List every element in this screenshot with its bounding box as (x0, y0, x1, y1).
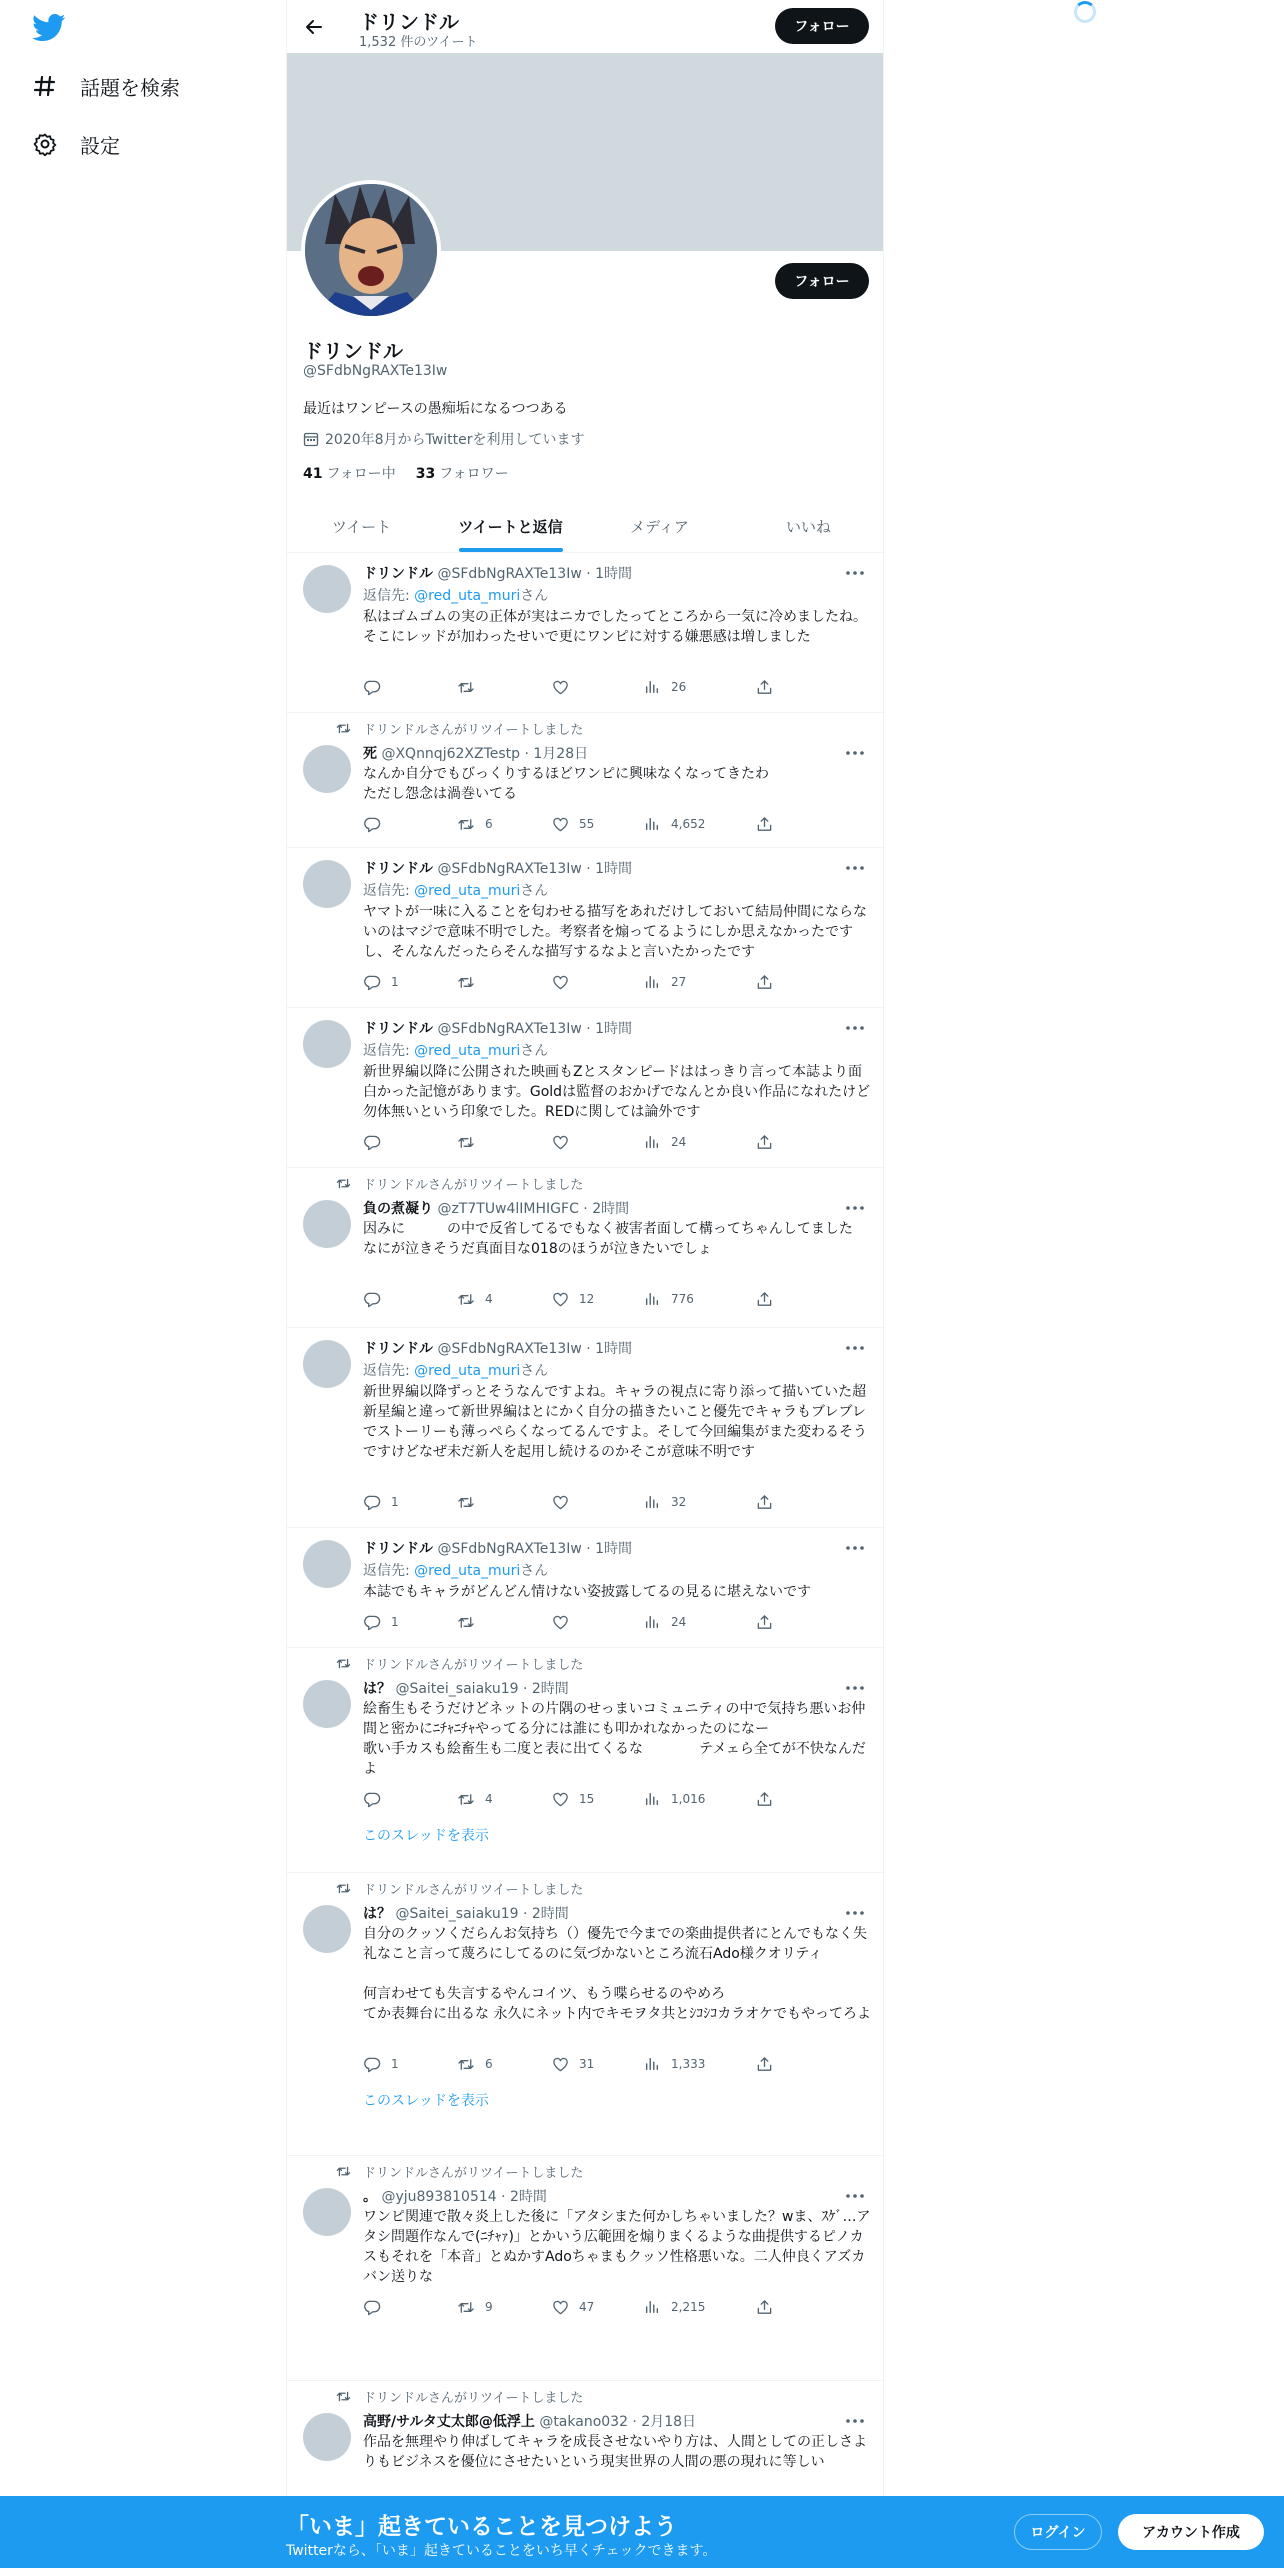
retweet-button[interactable] (457, 2054, 493, 2074)
reply-button[interactable] (363, 1132, 391, 1152)
tweet-author-name[interactable]: ドリンドル (363, 1341, 433, 1357)
profile-follow-button[interactable]: フォロー (775, 263, 869, 299)
profile-handle: @SFdbNgRAXTe13Iw (303, 363, 448, 379)
share-button[interactable] (755, 677, 783, 697)
more-options-icon[interactable] (843, 1020, 867, 1036)
tweet-header (363, 1338, 632, 1358)
views-button[interactable] (643, 1492, 686, 1512)
retweet-icon (457, 815, 475, 833)
share-button[interactable] (755, 1132, 783, 1152)
share-icon (755, 1133, 773, 1151)
reply-icon (363, 2298, 381, 2316)
header-profile-name: ドリンドル (359, 10, 459, 34)
retweet-context (335, 1879, 583, 1898)
tab-media[interactable]: メディア (630, 517, 689, 536)
twitter-logo-icon[interactable] (32, 14, 66, 42)
retweet-button[interactable] (457, 1492, 485, 1512)
followers-link[interactable] (416, 463, 509, 483)
retweet-context-text: ドリンドルさんがリツイートしました (363, 2391, 584, 2406)
tweet[interactable] (287, 1328, 883, 1528)
more-options-icon[interactable] (843, 565, 867, 581)
reply-icon (363, 1790, 381, 1808)
heart-icon (551, 678, 569, 696)
retweet-small-icon (335, 2390, 351, 2403)
tweet[interactable] (287, 1528, 883, 1648)
following-link[interactable] (303, 463, 396, 483)
retweet-count: 9 (485, 2300, 493, 2314)
tweet-actions (363, 1492, 793, 1512)
view-count: 2,215 (671, 2300, 706, 2314)
reply-to-link[interactable]: @red_uta_muri (414, 1563, 521, 1579)
tweet-author-name[interactable]: は？ (363, 1681, 391, 1697)
views-button[interactable] (643, 1612, 686, 1632)
like-count: 31 (579, 2057, 595, 2071)
signup-banner-subtitle: Twitterなら、「いま」起きていることをいち早くチェックできます。 (286, 2543, 717, 2559)
profile-joined-text: 2020年8月からTwitterを利用しています (325, 432, 585, 448)
views-button[interactable] (643, 1132, 686, 1152)
retweet-small-icon (335, 722, 351, 735)
header-tweet-count: 1,532 件のツイート (359, 35, 478, 50)
show-thread-link[interactable]: このスレッドを表示 (363, 1828, 489, 1844)
reply-button[interactable] (363, 2297, 391, 2317)
more-options-icon[interactable] (843, 2413, 867, 2429)
retweet-context (335, 1654, 583, 1673)
reply-to-prefix: 返信先: (363, 883, 415, 899)
retweet-context (335, 1174, 583, 1193)
view-count: 24 (671, 1135, 687, 1149)
share-icon (755, 2298, 773, 2316)
more-options-icon[interactable] (843, 1680, 867, 1696)
retweet-icon (457, 1613, 475, 1631)
following-label: フォロー中 (326, 466, 396, 482)
tweet-handle-time[interactable]: @takano032 · 2月18日 (539, 2414, 697, 2430)
tweet[interactable] (287, 713, 883, 848)
heart-icon (551, 1290, 569, 1308)
profile-avatar[interactable] (301, 180, 441, 320)
views-button[interactable] (643, 972, 686, 992)
tweet-text: ヤマトが一味に入ることを匂わせる描写をあれだけしておいて結局仲間にならないのはマジで意味不明でした。考察者を煽ってるようにしか思えなかったですし、そんなんだったらそんな描写するなよと言いたかったです (363, 904, 867, 960)
views-chart-icon (643, 678, 661, 696)
like-button[interactable] (551, 1789, 594, 1809)
tweet-actions (363, 2054, 793, 2074)
reply-icon (363, 678, 381, 696)
heart-icon (551, 1133, 569, 1151)
reply-count: 1 (391, 2057, 399, 2071)
reply-to (363, 585, 548, 605)
reply-button[interactable] (363, 677, 391, 697)
share-button[interactable] (755, 1612, 783, 1632)
tweet-actions (363, 1289, 793, 1309)
retweet-context (335, 2162, 583, 2181)
tweet-text: 自分のクッソくだらんお気持ち（）優先で今までの楽曲提供者にとんでもなく失礼なこと言って蔑ろにしてるのに気づかないところ流石Ado様クオリティ 何言わせても失言するやんコイツ、もう喋らせるのやめろ てか表舞台に出るな 永久にネット内でキモヲタ共とｼｺｼｺカラオケでもやってろよ (363, 1926, 872, 2022)
view-count: 1,016 (671, 1792, 706, 1806)
tweet-actions (363, 814, 793, 834)
share-icon (755, 973, 773, 991)
heart-icon (551, 815, 569, 833)
retweet-context-text: ドリンドルさんがリツイートしました (363, 1658, 584, 1673)
profile-bio: 最近はワンピースの愚痴垢になるつつある (303, 401, 568, 417)
views-chart-icon (643, 2298, 661, 2316)
tweet-text: 新世界編以降に公開された映画もZとスタンピードははっきり言って本誌より面白かった記憶があります。Goldは監督のおかげでなんとか良い作品になれたけど勿体無いという印象でした。REDに関しては論外です (363, 1064, 871, 1120)
like-button[interactable] (551, 1289, 594, 1309)
tweet[interactable] (287, 2156, 883, 2381)
tweet-actions (363, 972, 793, 992)
reply-icon (363, 1613, 381, 1631)
like-button[interactable] (551, 1492, 579, 1512)
share-button[interactable] (755, 1789, 783, 1809)
heart-icon (551, 2055, 569, 2073)
tweet-text: 私はゴムゴムの実の正体が実はニカでしたってところから一気に冷めましたね。そこにレッドが加わったせいで更にワンピに対する嫌悪感は増しました (363, 609, 867, 645)
retweet-icon (457, 1133, 475, 1151)
like-count: 12 (579, 1292, 595, 1306)
tweet[interactable] (287, 1168, 883, 1328)
like-count: 47 (579, 2300, 595, 2314)
retweet-icon (457, 2298, 475, 2316)
avatar[interactable] (303, 1905, 351, 1953)
tweet-handle-time[interactable]: @Saitei_saiaku19 · 2時間 (395, 1906, 569, 1922)
reply-to-suffix: さん (520, 883, 549, 899)
tab-tweets-and-replies[interactable]: ツイートと返信 (436, 500, 585, 552)
share-icon (755, 1493, 773, 1511)
retweet-context (335, 2387, 583, 2406)
tweet-header (363, 2411, 696, 2431)
tweet-author-name[interactable]: 。 (363, 2189, 377, 2205)
reply-icon (363, 973, 381, 991)
reply-button[interactable] (363, 1612, 399, 1632)
tweet-header (363, 1678, 569, 1698)
reply-to-suffix: さん (520, 588, 549, 604)
share-icon (755, 2055, 773, 2073)
reply-to (363, 1040, 548, 1060)
reply-to-link[interactable]: @red_uta_muri (414, 1363, 521, 1379)
signup-banner-title: 「いま」起きていることを見つけよう (286, 2514, 677, 2540)
like-button[interactable] (551, 2297, 594, 2317)
more-options-icon[interactable] (843, 1200, 867, 1216)
tweet[interactable] (287, 848, 883, 1008)
reply-icon (363, 1290, 381, 1308)
reply-to-prefix: 返信先: (363, 588, 415, 604)
tweet-handle-time[interactable]: @zT7TUw4lIMHIGFC · 2時間 (437, 1201, 630, 1217)
tweet-author-name[interactable]: ドリンドル (363, 566, 433, 582)
header-follow-button[interactable]: フォロー (775, 8, 869, 44)
nav-explore-label: 話題を検索 (80, 75, 180, 100)
tweet-text: 絵畜生もそうだけどネットの片隅のせっまいコミュニティの中で気持ち悪いお仲間と密かにﾆﾁｬﾆﾁｬやってる分には誰にも叩かれなかったのになー 歌い手カスも絵畜生も二度と表に出てくるな テメェら全てが不快なんだよ (363, 1701, 866, 1777)
tweet-author-name[interactable]: ドリンドル (363, 861, 433, 877)
tweet-actions (363, 1789, 793, 1809)
share-button[interactable] (755, 1289, 783, 1309)
profile-tabs (287, 500, 883, 553)
reply-button[interactable] (363, 2054, 399, 2074)
retweet-button[interactable] (457, 1612, 485, 1632)
reply-count: 1 (391, 1615, 399, 1629)
tweet[interactable] (287, 1648, 883, 1873)
share-button[interactable] (755, 2297, 783, 2317)
views-button[interactable] (643, 2054, 705, 2074)
nav-settings[interactable] (32, 124, 120, 164)
avatar[interactable] (303, 745, 351, 793)
retweet-small-icon (335, 1882, 351, 1895)
retweet-button[interactable] (457, 814, 493, 834)
reply-icon (363, 2055, 381, 2073)
views-button[interactable] (643, 1789, 705, 1809)
followers-count: 33 (415, 466, 436, 482)
view-count: 1,333 (671, 2057, 706, 2071)
avatar[interactable] (303, 1340, 351, 1388)
reply-icon (363, 1133, 381, 1151)
followers-label: フォロワー (439, 466, 509, 482)
more-options-icon[interactable] (843, 1340, 867, 1356)
tweet-handle-time[interactable]: @SFdbNgRAXTe13Iw · 1時間 (437, 566, 633, 582)
retweet-button[interactable] (457, 1289, 493, 1309)
heart-icon (551, 973, 569, 991)
view-count: 776 (671, 1292, 694, 1306)
avatar[interactable] (303, 1020, 351, 1068)
avatar-image (305, 184, 437, 316)
tweet-author-name[interactable]: は？ (363, 1906, 391, 1922)
retweet-context (335, 719, 583, 738)
avatar[interactable] (303, 1200, 351, 1248)
avatar[interactable] (303, 860, 351, 908)
reply-to-link[interactable]: @red_uta_muri (414, 1043, 521, 1059)
tweet[interactable] (287, 1008, 883, 1168)
signup-banner (0, 2496, 1284, 2568)
tweet-header (363, 1538, 632, 1558)
retweet-icon (457, 1790, 475, 1808)
share-icon (755, 815, 773, 833)
retweet-small-icon (335, 1177, 351, 1190)
share-icon (755, 1613, 773, 1631)
view-count: 24 (671, 1615, 687, 1629)
tweet-text: ワンピ関連で散々炎上した後に「アタシまた何かしちゃいました？wま、ｽｹﾞ…アタシ問題作なんで(ﾆﾁｬｧ)」とかいう広範囲を煽りまくるような曲提供するピノカスもそれを「本音」とぬかすAdoちゃまもクッソ性格悪いな。二人仲良くアズカバン送りな (363, 2209, 871, 2285)
more-options-icon[interactable] (843, 1905, 867, 1921)
nav-explore[interactable] (32, 66, 180, 106)
nav-settings-label: 設定 (80, 133, 120, 158)
views-chart-icon (643, 973, 661, 991)
tweet-author-name[interactable]: 死 (363, 746, 377, 762)
reply-button[interactable] (363, 972, 399, 992)
tweet-author-name[interactable]: 負の煮凝り (363, 1201, 433, 1217)
tweet-header (363, 2186, 547, 2206)
tweet-handle-time[interactable]: @Saitei_saiaku19 · 2時間 (395, 1681, 569, 1697)
more-options-icon[interactable] (843, 1540, 867, 1556)
profile-stats (303, 463, 529, 483)
tweet-text: なんか自分でもびっくりするほどワンピに興味なくなってきたわ ただし怨念は渦巻いてる (363, 766, 769, 802)
views-chart-icon (643, 2055, 661, 2073)
retweet-button[interactable] (457, 677, 485, 697)
heart-icon (551, 1613, 569, 1631)
retweet-button[interactable] (457, 1132, 485, 1152)
login-button[interactable]: ログイン (1014, 2514, 1102, 2550)
reply-to (363, 880, 548, 900)
like-button[interactable] (551, 1132, 579, 1152)
reply-to-suffix: さん (520, 1363, 549, 1379)
profile-column (286, 0, 884, 2496)
profile-name: ドリンドル (303, 339, 403, 363)
create-account-button[interactable]: アカウント作成 (1118, 2514, 1264, 2550)
tweet-actions (363, 677, 793, 697)
heart-icon (551, 1790, 569, 1808)
views-chart-icon (643, 1133, 661, 1151)
share-icon (755, 1290, 773, 1308)
views-chart-icon (643, 1290, 661, 1308)
show-thread-link[interactable]: このスレッドを表示 (363, 2093, 489, 2109)
tweet-handle-time[interactable]: @XQnnqj62XZTestp · 1月28日 (381, 746, 589, 762)
view-count: 27 (671, 975, 687, 989)
reply-button[interactable] (363, 1289, 391, 1309)
reply-count: 1 (391, 975, 399, 989)
tweet-header (363, 1198, 629, 1218)
reply-icon (363, 815, 381, 833)
views-chart-icon (643, 1613, 661, 1631)
views-button[interactable] (643, 2297, 705, 2317)
tweet-author-name[interactable]: 高野/サルタ丈太郎@低浮上 (363, 2414, 535, 2430)
more-options-icon[interactable] (843, 2188, 867, 2204)
share-button[interactable] (755, 1492, 783, 1512)
tweet-actions (363, 2297, 793, 2317)
views-chart-icon (643, 1493, 661, 1511)
retweet-count: 4 (485, 1792, 493, 1806)
heart-icon (551, 2298, 569, 2316)
tweet-header (363, 1018, 632, 1038)
more-options-icon[interactable] (843, 860, 867, 876)
share-icon (755, 1790, 773, 1808)
calendar-icon (303, 431, 319, 447)
retweet-context-text: ドリンドルさんがリツイートしました (363, 723, 584, 738)
reply-to (363, 1560, 548, 1580)
like-count: 15 (579, 1792, 595, 1806)
view-count: 4,652 (671, 817, 706, 831)
like-button[interactable] (551, 2054, 594, 2074)
retweet-icon (457, 973, 475, 991)
retweet-context-text: ドリンドルさんがリツイートしました (363, 1883, 584, 1898)
retweet-context-text: ドリンドルさんがリツイートしました (363, 1178, 584, 1193)
reply-to-prefix: 返信先: (363, 1043, 415, 1059)
views-chart-icon (643, 815, 661, 833)
view-count: 32 (671, 1495, 687, 1509)
retweet-icon (457, 1493, 475, 1511)
retweet-count: 6 (485, 2057, 493, 2071)
like-button[interactable] (551, 677, 579, 697)
reply-to-link[interactable]: @red_uta_muri (414, 588, 521, 604)
reply-to (363, 1360, 548, 1380)
reply-button[interactable] (363, 814, 391, 834)
more-options-icon[interactable] (843, 745, 867, 761)
avatar[interactable] (303, 2188, 351, 2236)
tweet-author-name[interactable]: ドリンドル (363, 1541, 433, 1557)
views-button[interactable] (643, 677, 686, 697)
loading-spinner-icon (1074, 1, 1096, 23)
tweet[interactable] (287, 553, 883, 713)
avatar[interactable] (303, 1540, 351, 1588)
tab-likes[interactable]: いいね (785, 517, 831, 536)
tweet-text: 新世界編以降ずっとそうなんですよね。キャラの視点に寄り添って描いていた超新星編と違って新世界編はとにかく自分の描きたいこと優先でキャラもブレブレでストーリーも薄っぺらくなってるんですよ。そして今回編集がまた変わるそうですけどなぜ未だ新人を起用し続けるのかそこが意味不明です (363, 1384, 867, 1460)
reply-to-suffix: さん (520, 1563, 549, 1579)
reply-to-suffix: さん (520, 1043, 549, 1059)
reply-to-link[interactable]: @red_uta_muri (414, 883, 521, 899)
reply-button[interactable] (363, 1492, 399, 1512)
reply-button[interactable] (363, 1789, 391, 1809)
reply-to-prefix: 返信先: (363, 1363, 415, 1379)
tweet-header (363, 858, 632, 878)
retweet-button[interactable] (457, 2297, 493, 2317)
tweet-header (363, 743, 588, 763)
avatar[interactable] (303, 2413, 351, 2461)
reply-to-prefix: 返信先: (363, 1563, 415, 1579)
views-button[interactable] (643, 1289, 694, 1309)
tweet-text: 因みに の中で反省してるでもなく被害者面して構ってちゃんしてました なにが泣きそうだ真面目な018のほうが泣きたいでしょ (363, 1221, 853, 1257)
tweet-text: 本誌でもキャラがどんどん情けない姿披露してるの見るに堪えないです (363, 1584, 811, 1600)
retweet-icon (457, 2055, 475, 2073)
like-button[interactable] (551, 1612, 579, 1632)
tweet-handle-time[interactable]: @SFdbNgRAXTe13Iw · 1時間 (437, 1021, 633, 1037)
views-chart-icon (643, 1790, 661, 1808)
tweet-actions (363, 1132, 793, 1152)
retweet-button[interactable] (457, 972, 485, 992)
gear-icon (32, 131, 58, 157)
tweet-author-name[interactable]: ドリンドル (363, 1021, 433, 1037)
reply-count: 1 (391, 1495, 399, 1509)
retweet-icon (457, 1290, 475, 1308)
tweet-header (363, 1903, 569, 1923)
retweet-count: 4 (485, 1292, 493, 1306)
retweet-button[interactable] (457, 1789, 493, 1809)
avatar[interactable] (303, 1680, 351, 1728)
share-button[interactable] (755, 2054, 783, 2074)
back-arrow-icon[interactable] (301, 14, 327, 40)
tweet-actions (363, 1612, 793, 1632)
views-button[interactable] (643, 814, 705, 834)
tweet-handle-time[interactable]: @SFdbNgRAXTe13Iw · 1時間 (437, 1341, 633, 1357)
hashtag-icon (32, 73, 58, 99)
heart-icon (551, 1493, 569, 1511)
like-button[interactable] (551, 814, 594, 834)
share-button[interactable] (755, 972, 783, 992)
tweet-text: 作品を無理やり伸ばしてキャラを成長させないやり方は、人間としての正しさよりもビジネスを優位にさせたいという現実世界の人間の悪の現れに等しい (363, 2434, 867, 2470)
like-button[interactable] (551, 972, 579, 992)
retweet-context-text: ドリンドルさんがリツイートしました (363, 2166, 584, 2181)
retweet-small-icon (335, 2165, 351, 2178)
reply-icon (363, 1493, 381, 1511)
tweet[interactable] (287, 1873, 883, 2156)
profile-joined (303, 429, 584, 449)
tweet-handle-time[interactable]: @SFdbNgRAXTe13Iw · 1時間 (437, 861, 633, 877)
like-count: 55 (579, 817, 595, 831)
tweet-handle-time[interactable]: @SFdbNgRAXTe13Iw · 1時間 (437, 1541, 633, 1557)
share-button[interactable] (755, 814, 783, 834)
retweet-small-icon (335, 1657, 351, 1670)
following-count: 41 (303, 466, 323, 482)
tweet-handle-time[interactable]: @yju893810514 · 2時間 (381, 2189, 547, 2205)
retweet-icon (457, 678, 475, 696)
profile-header-bar (287, 0, 883, 53)
avatar[interactable] (303, 565, 351, 613)
tweet-header (363, 563, 632, 583)
view-count: 26 (671, 680, 687, 694)
tab-tweets[interactable]: ツイート (331, 517, 392, 536)
share-icon (755, 678, 773, 696)
retweet-count: 6 (485, 817, 493, 831)
